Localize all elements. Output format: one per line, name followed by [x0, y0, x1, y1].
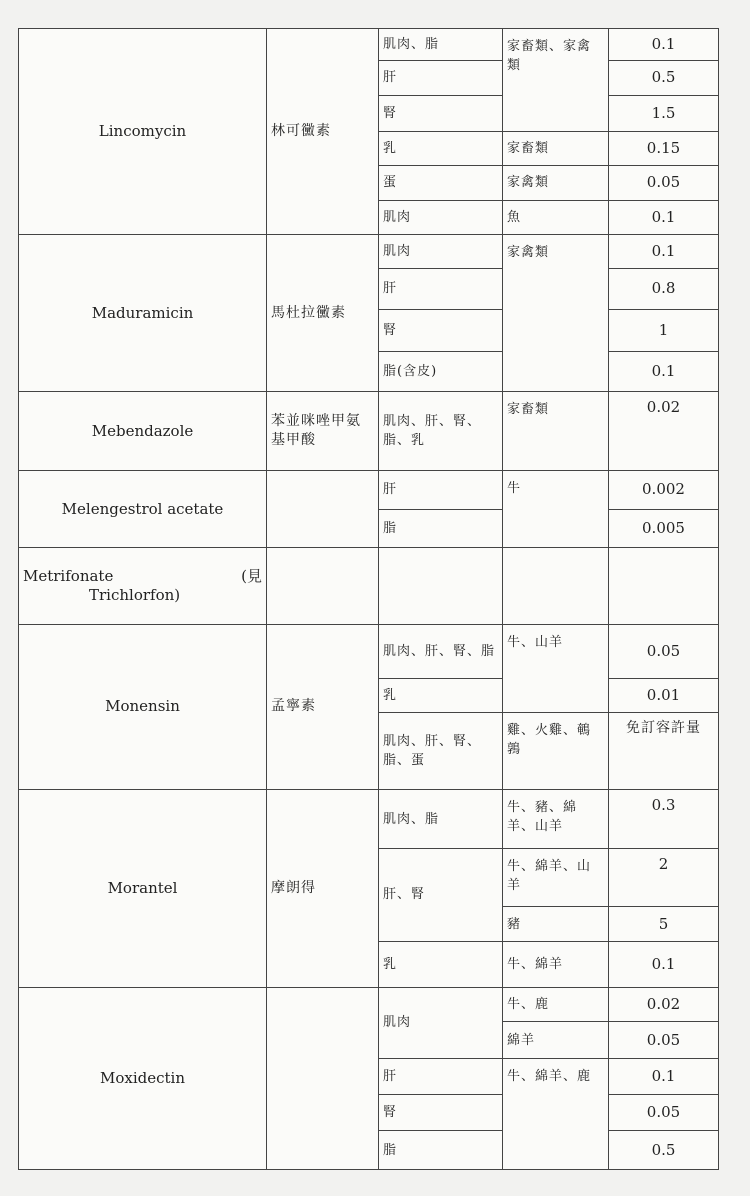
table-row [19, 988, 719, 1022]
limit-value: 0.5 [609, 1131, 719, 1170]
limit-value: 0.1 [609, 1058, 719, 1094]
empty-cell [503, 547, 609, 624]
species-cell: 雞、火雞、鵪鶉 [503, 713, 609, 790]
limit-value: 0.05 [609, 1095, 719, 1131]
tissue-cell: 肌肉 [379, 234, 503, 268]
metrifonate-text [23, 567, 262, 605]
table-row [19, 790, 719, 849]
tissue-cell: 肌肉 [379, 988, 503, 1059]
tissue-cell: 脂 [379, 509, 503, 547]
tissue-cell: 腎 [379, 1095, 503, 1131]
limit-value: 0.1 [609, 29, 719, 61]
tissue-cell: 肌肉、肝、腎、脂、蛋 [379, 713, 503, 790]
empty-cell [267, 547, 379, 624]
tissue-cell: 肝、腎 [379, 848, 503, 941]
drug-name-zh: 摩朗得 [267, 790, 379, 988]
table-row [19, 547, 719, 624]
limit-value: 0.05 [609, 1022, 719, 1058]
tissue-cell: 肝 [379, 1058, 503, 1094]
species-cell: 家畜類 [503, 392, 609, 471]
metrifonate-see: (見 [241, 566, 262, 585]
drug-name-en: Moxidectin [19, 988, 267, 1170]
limit-value: 0.1 [609, 234, 719, 268]
limit-value: 2 [609, 848, 719, 907]
species-cell: 牛、綿羊 [503, 941, 609, 987]
species-cell: 牛、豬、綿羊、山羊 [503, 790, 609, 849]
limit-value: 0.1 [609, 352, 719, 392]
tissue-cell: 肝 [379, 269, 503, 309]
drug-name-en: Morantel [19, 790, 267, 988]
species-cell: 家禽類 [503, 166, 609, 200]
drug-name-zh: 林可黴素 [267, 29, 379, 235]
drug-name-en: Maduramicin [19, 234, 267, 391]
tissue-cell: 肝 [379, 61, 503, 95]
limit-value: 0.05 [609, 624, 719, 679]
table-row [19, 471, 719, 509]
drug-name-en: Monensin [19, 624, 267, 790]
species-cell: 家畜類、家禽類 [503, 29, 609, 132]
drug-name-zh: 孟寧素 [267, 624, 379, 790]
drug-name-en: Lincomycin [19, 29, 267, 235]
tissue-cell: 脂(含皮) [379, 352, 503, 392]
metrifonate-name: Metrifonate [23, 566, 114, 585]
limit-value: 0.8 [609, 269, 719, 309]
drug-name-en [19, 547, 267, 624]
tissue-cell: 腎 [379, 95, 503, 131]
limit-value: 0.5 [609, 61, 719, 95]
residue-limit-table [18, 28, 719, 1170]
limit-value: 0.3 [609, 790, 719, 849]
tissue-cell: 腎 [379, 309, 503, 351]
tissue-cell: 肌肉 [379, 200, 503, 234]
table-row [19, 29, 719, 61]
tissue-cell: 肌肉、肝、腎、脂 [379, 624, 503, 679]
species-cell: 綿羊 [503, 1022, 609, 1058]
limit-value: 0.1 [609, 200, 719, 234]
tissue-cell: 乳 [379, 131, 503, 165]
tissue-cell: 蛋 [379, 166, 503, 200]
species-cell: 牛、綿羊、山羊 [503, 848, 609, 907]
drug-name-zh-empty [267, 988, 379, 1170]
species-cell: 牛、綿羊、鹿 [503, 1058, 609, 1169]
tissue-cell: 脂 [379, 1131, 503, 1170]
limit-value: 0.05 [609, 166, 719, 200]
species-cell: 牛、鹿 [503, 988, 609, 1022]
tissue-cell: 肌肉、肝、腎、脂、乳 [379, 392, 503, 471]
limit-value: 0.1 [609, 941, 719, 987]
limit-value: 1.5 [609, 95, 719, 131]
limit-value: 1 [609, 309, 719, 351]
limit-value: 0.002 [609, 471, 719, 509]
species-cell: 家禽類 [503, 234, 609, 391]
species-cell: 牛、山羊 [503, 624, 609, 713]
empty-cell [609, 547, 719, 624]
metrifonate-ref: Trichlorfon) [89, 585, 181, 604]
drug-name-en: Mebendazole [19, 392, 267, 471]
limit-value: 0.005 [609, 509, 719, 547]
species-cell: 牛 [503, 471, 609, 548]
tissue-cell: 肝 [379, 471, 503, 509]
species-cell: 豬 [503, 907, 609, 941]
empty-cell [379, 547, 503, 624]
drug-name-zh: 馬杜拉黴素 [267, 234, 379, 391]
tissue-cell: 乳 [379, 679, 503, 713]
limit-value: 免訂容許量 [609, 713, 719, 790]
table-row [19, 234, 719, 268]
limit-value: 0.02 [609, 988, 719, 1022]
limit-value: 0.02 [609, 392, 719, 471]
species-cell: 家畜類 [503, 131, 609, 165]
drug-name-zh-empty [267, 471, 379, 548]
tissue-cell: 乳 [379, 941, 503, 987]
drug-name-en: Melengestrol acetate [19, 471, 267, 548]
tissue-cell: 肌肉、脂 [379, 29, 503, 61]
table-row [19, 392, 719, 471]
limit-value: 5 [609, 907, 719, 941]
limit-value: 0.01 [609, 679, 719, 713]
table-row [19, 624, 719, 679]
limit-value: 0.15 [609, 131, 719, 165]
species-cell: 魚 [503, 200, 609, 234]
drug-name-zh: 苯並咪唑甲氨基甲酸 [267, 392, 379, 471]
tissue-cell: 肌肉、脂 [379, 790, 503, 849]
